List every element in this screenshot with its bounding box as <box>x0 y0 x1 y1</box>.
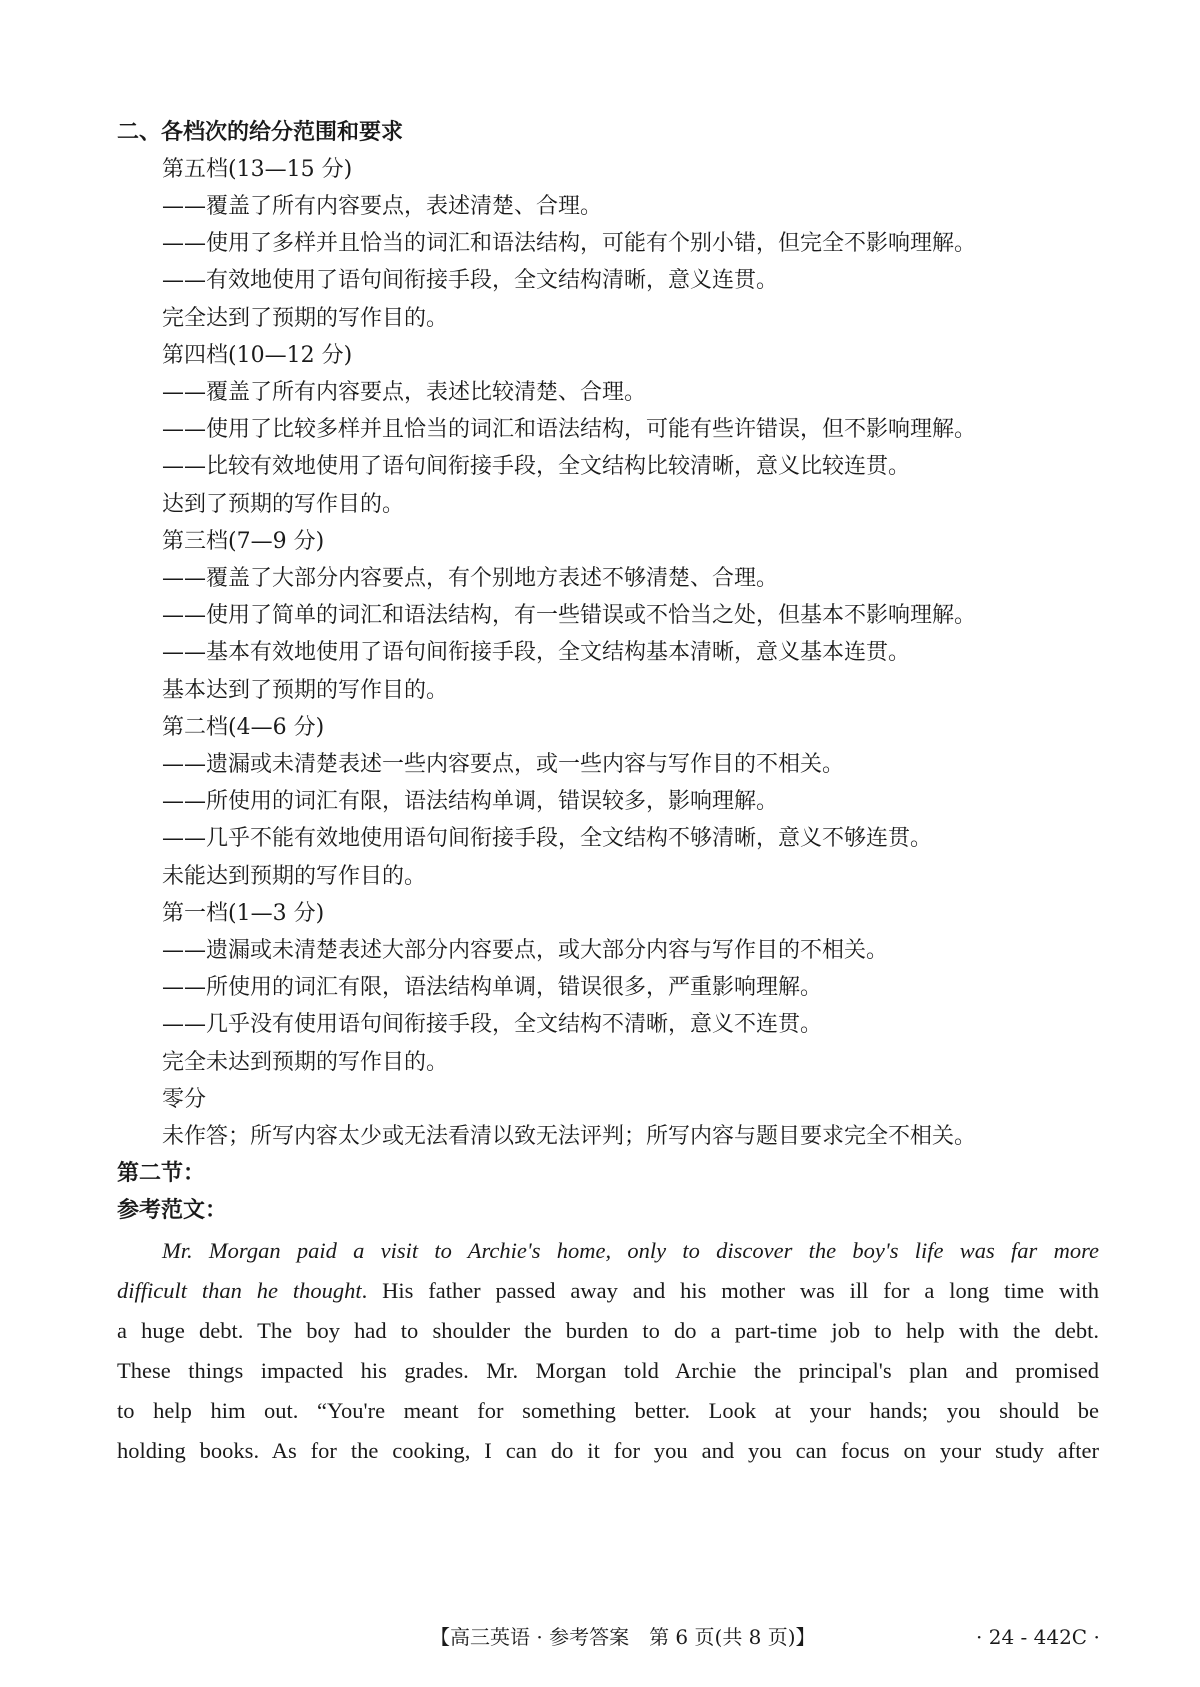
essay-line: These things impacted his grades. Mr. Morgan told Archie the principal's plan and promised <box>117 1358 1099 1383</box>
level-summary: 完全达到了预期的写作目的。 <box>162 306 449 331</box>
essay-line: holding books. As for the cooking, I can do it for you and you can focus on your study after <box>117 1438 1099 1463</box>
criterion-line: ——覆盖了所有内容要点，表述清楚、合理。 <box>162 194 603 219</box>
criterion-line: ——所使用的词汇有限，语法结构单调，错误很多，严重影响理解。 <box>162 975 823 1000</box>
criterion-line: ——遗漏或未清楚表述一些内容要点，或一些内容与写作目的不相关。 <box>162 752 845 777</box>
essay-text: . His father passed away and his mother was ill for a long time with <box>361 1278 1099 1303</box>
criterion-line: ——覆盖了大部分内容要点，有个别地方表述不够清楚、合理。 <box>162 566 779 591</box>
criterion-line: ——比较有效地使用了语句间衔接手段，全文结构比较清晰，意义比较连贯。 <box>162 454 911 479</box>
level-summary: 基本达到了预期的写作目的。 <box>162 678 449 703</box>
criterion-line: ——几乎没有使用语句间衔接手段，全文结构不清晰，意义不连贯。 <box>162 1012 823 1037</box>
essay-line: a huge debt. The boy had to shoulder the burden to do a part-time job to help with the debt. <box>117 1318 1099 1343</box>
criterion-line: ——所使用的词汇有限，语法结构单调，错误较多，影响理解。 <box>162 789 779 814</box>
page-footer <box>0 1622 1200 1652</box>
level-summary: 达到了预期的写作目的。 <box>162 492 405 517</box>
essay-italic-phrase: difficult than he thought <box>117 1278 362 1303</box>
criterion-line: ——使用了简单的词汇和语法结构，有一些错误或不恰当之处，但基本不影响理解。 <box>162 603 977 628</box>
zero-level-description: 未作答；所写内容太少或无法看清以致无法评判；所写内容与题目要求完全不相关。 <box>162 1124 977 1149</box>
sample-essay-heading: 参考范文： <box>117 1198 228 1223</box>
criterion-line: ——遗漏或未清楚表述大部分内容要点，或大部分内容与写作目的不相关。 <box>162 938 889 963</box>
criterion-line: ——有效地使用了语句间衔接手段，全文结构清晰，意义连贯。 <box>162 268 779 293</box>
essay-line: Mr. Morgan paid a visit to Archie's home, only to discover the boy's life was far more <box>162 1238 1099 1263</box>
sample-essay <box>117 1231 1099 1471</box>
level-summary: 未能达到预期的写作目的。 <box>162 864 427 889</box>
level-title: 第一档(1—3 分) <box>162 901 325 926</box>
criterion-line: ——覆盖了所有内容要点，表述比较清楚、合理。 <box>162 380 647 405</box>
criterion-line: ——使用了比较多样并且恰当的词汇和语法结构，可能有些许错误，但不影响理解。 <box>162 417 977 442</box>
level-title: 第五档(13—15 分) <box>162 157 353 182</box>
zero-level-title: 零分 <box>162 1087 207 1112</box>
section-heading-scoring-levels: 二、各档次的给分范围和要求 <box>117 120 404 145</box>
footer-page-label: 【高三英语 · 参考答案 第 6 页(共 8 页)】 <box>430 1625 816 1649</box>
essay-line: to help him out. “You're meant for something better. Look at your hands; you should be <box>117 1398 1099 1423</box>
level-summary: 完全未达到预期的写作目的。 <box>162 1050 449 1075</box>
level-title: 第三档(7—9 分) <box>162 529 325 554</box>
criterion-line: ——使用了多样并且恰当的词汇和语法结构，可能有个别小错，但完全不影响理解。 <box>162 231 977 256</box>
criterion-line: ——基本有效地使用了语句间衔接手段，全文结构基本清晰，意义基本连贯。 <box>162 640 911 665</box>
essay-line <box>117 1271 1099 1311</box>
criterion-line: ——几乎不能有效地使用语句间衔接手段，全文结构不够清晰，意义不够连贯。 <box>162 826 933 851</box>
section-heading-part-two: 第二节： <box>117 1161 206 1186</box>
level-title: 第四档(10—12 分) <box>162 343 353 368</box>
level-title: 第二档(4—6 分) <box>162 715 325 740</box>
footer-exam-code: · 24 - 442C · <box>976 1625 1100 1649</box>
